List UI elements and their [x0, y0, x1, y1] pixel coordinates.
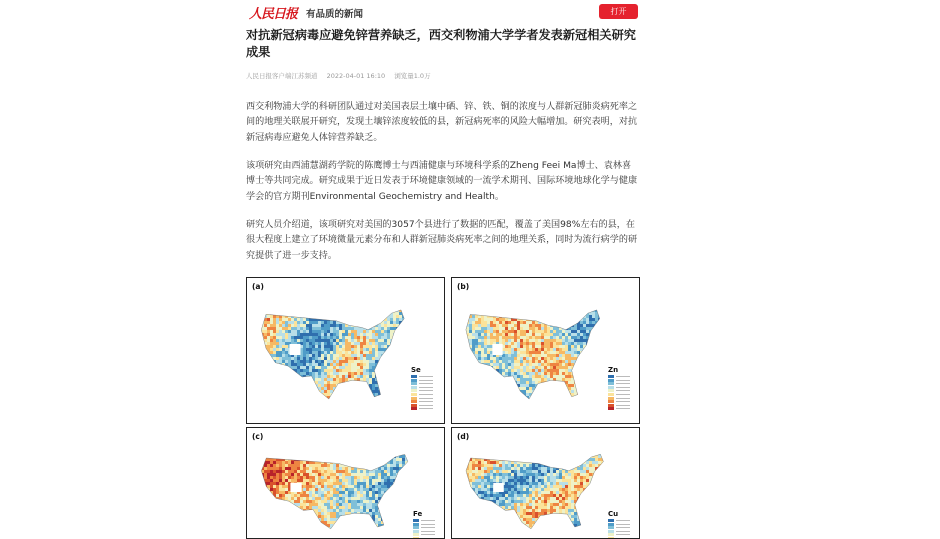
county-cells [460, 446, 613, 538]
legend-range-label [421, 524, 435, 525]
legend-swatch [413, 533, 419, 536]
legend-range-label [616, 398, 630, 399]
county-cells [460, 300, 607, 411]
legend-range-label [616, 394, 630, 395]
legend-range-label [421, 534, 435, 535]
legend-range-label [421, 531, 435, 532]
county-cells [255, 300, 414, 411]
legend-swatch [411, 375, 417, 378]
panel-label: (d) [457, 432, 469, 441]
article-views: 浏览量1.0万 [394, 72, 430, 80]
legend-swatch [411, 382, 417, 385]
legend-swatch [411, 404, 417, 407]
legend-swatch [608, 523, 614, 526]
no-data-area [290, 344, 301, 355]
legend-swatch [608, 393, 614, 396]
county-cells [255, 446, 417, 538]
article-paragraph: 研究人员介绍道，该项研究对美国的3057个县进行了数据的匹配，覆盖了美国98%左右的县，在很大程度上建立了环境微量元素分布和人群新冠肺炎病死率之间的地理关系，同时为流行病学的研究提供了进一步支持。 [246, 218, 638, 264]
legend-range-label [421, 520, 435, 521]
legend-range-label [419, 405, 433, 406]
figure-panel-c [246, 427, 445, 539]
panel-label: (a) [252, 282, 264, 291]
legend-range-label [616, 520, 630, 521]
legend-range-label [419, 394, 433, 395]
legend-swatch [413, 523, 419, 526]
figure-panel-a [246, 277, 445, 424]
legend-swatch [608, 533, 614, 536]
legend-range-label [419, 380, 433, 381]
people-daily-logo[interactable]: 人民日报 [249, 3, 297, 22]
slogan-text: 有品质的新闻 [306, 6, 363, 20]
legend-swatch [608, 404, 614, 407]
legend-range-label [616, 527, 630, 528]
legend-swatch [608, 397, 614, 400]
no-data-area [493, 483, 504, 492]
legend-swatch [608, 382, 614, 385]
legend-range-label [616, 401, 630, 402]
legend-element: Cu [608, 510, 618, 518]
legend-swatch [411, 400, 417, 403]
article-meta [246, 71, 438, 80]
legend-swatch [411, 407, 417, 410]
no-data-area [290, 483, 301, 492]
legend-range-label [419, 376, 433, 377]
legend-swatch [608, 386, 614, 389]
article-page [246, 0, 640, 529]
legend-element: Zn [608, 366, 618, 374]
legend-range-label [419, 398, 433, 399]
legend-range-label [419, 408, 433, 409]
legend-swatch [608, 530, 614, 533]
legend-range-label [616, 380, 630, 381]
legend-swatch [608, 379, 614, 382]
legend-swatch [608, 375, 614, 378]
article-paragraph: 西交利物浦大学的科研团队通过对美国表层土壤中硒、锌、铁、铜的浓度与人群新冠肺炎病死率之间的地理关联展开研究，发现土壤锌浓度较低的县，新冠病死率的风险大幅增加。研究表明，对抗新冠病毒应避免人体锌营养缺乏。 [246, 100, 638, 146]
legend-range-label [419, 387, 433, 388]
legend-range-label [421, 527, 435, 528]
legend-swatch [608, 400, 614, 403]
legend-range-label [616, 408, 630, 409]
article-paragraph: 该项研究由西浦慧湖药学院的陈鹰博士与西浦健康与环境科学系的Zheng Feei Ma博士、袁林喜博士等共同完成。研究成果于近日发表于环境健康领域的一流学术期刊、国际环境地球化学与健康学会的官方期刊Environmental Geochemistry and Health。 [246, 159, 638, 205]
legend-range-label [616, 383, 630, 384]
legend-swatch [608, 389, 614, 392]
legend-range-label [616, 531, 630, 532]
legend-swatch [411, 397, 417, 400]
figure-panel-b [451, 277, 640, 424]
legend-range-label [616, 376, 630, 377]
legend-swatch [411, 386, 417, 389]
legend-range-label [419, 390, 433, 391]
legend-element: Fe [413, 510, 422, 518]
article-title: 对抗新冠病毒应避免锌营养缺乏，西交利物浦大学学者发表新冠相关研究成果 [246, 27, 640, 61]
legend-range-label [616, 390, 630, 391]
legend-swatch [608, 519, 614, 522]
legend-range-label [616, 405, 630, 406]
legend-range-label [616, 387, 630, 388]
legend-swatch [411, 393, 417, 396]
open-app-button[interactable]: 打开 [599, 4, 638, 19]
panel-label: (c) [252, 432, 263, 441]
legend-swatch [411, 389, 417, 392]
article-date: 2022-04-01 16:10 [327, 72, 386, 80]
legend-range-label [419, 383, 433, 384]
article-source: 人民日报客户端江苏频道 [246, 72, 318, 80]
legend-swatch [608, 407, 614, 410]
legend-range-label [419, 401, 433, 402]
legend-range-label [616, 524, 630, 525]
legend-range-label [616, 534, 630, 535]
legend-swatch [411, 379, 417, 382]
no-data-area [492, 344, 502, 355]
legend-swatch [413, 519, 419, 522]
legend-element: Se [411, 366, 421, 374]
top-bar [246, 0, 640, 26]
figure-panel-d [451, 427, 640, 539]
legend-swatch [413, 530, 419, 533]
panel-label: (b) [457, 282, 469, 291]
